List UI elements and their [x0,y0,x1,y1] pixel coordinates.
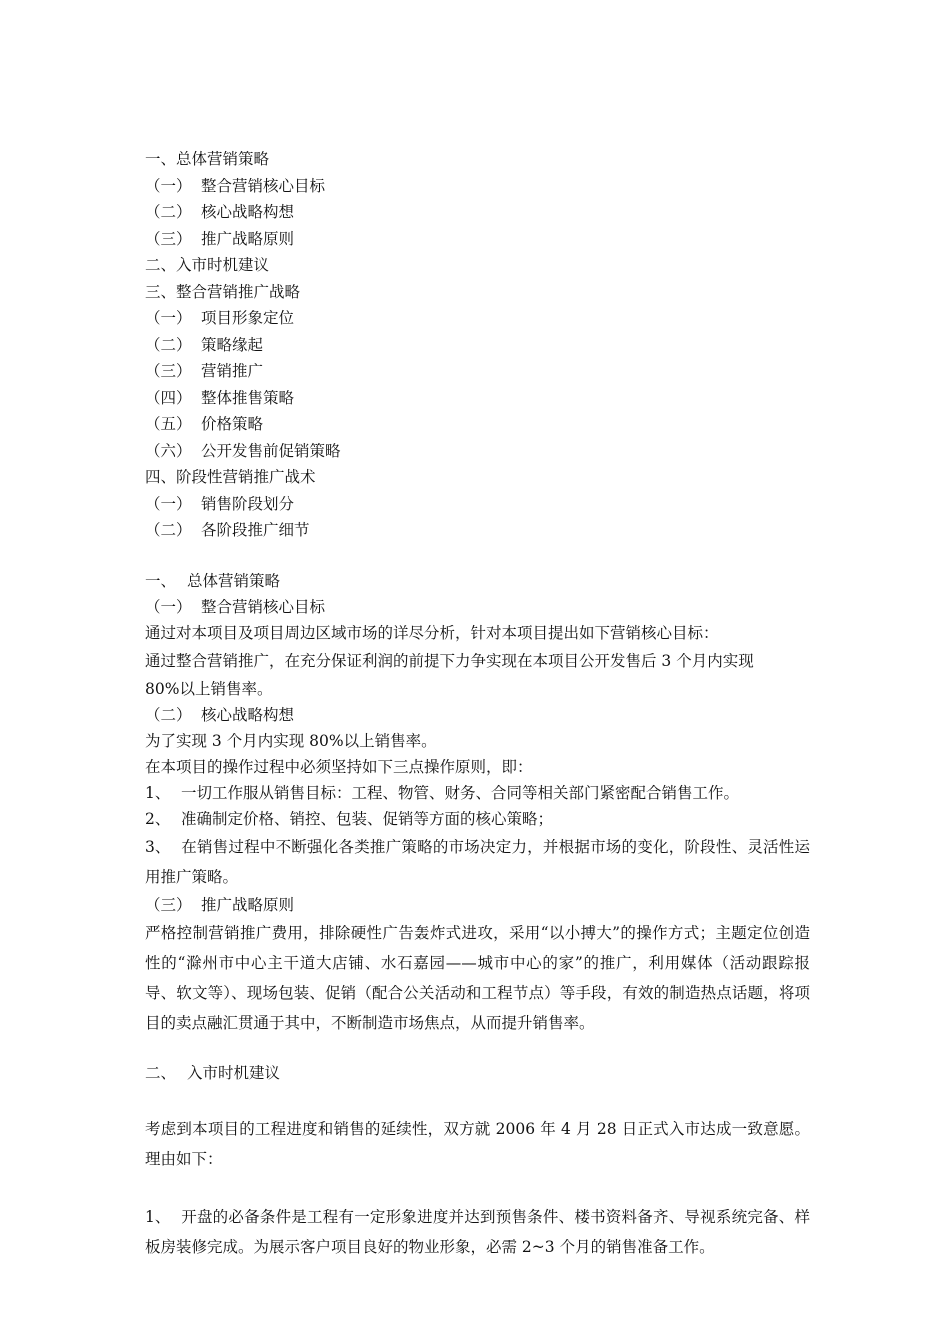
paragraph: 为了实现 3 个月内实现 80%以上销售率。 [145,732,437,750]
list-item: 2、 准确制定价格、销控、包装、促销等方面的核心策略； [145,810,554,828]
paragraph: 通过对本项目及项目周边区域市场的详尽分析，针对本项目提出如下营销核心目标： [145,624,719,642]
toc-item: 二、入市时机建议 [145,256,270,274]
toc-item: （一） 销售阶段划分 [145,494,295,513]
toc-item: （四） 整体推售策略 [145,388,295,407]
toc-item: （二） 核心战略构想 [145,203,295,221]
paragraph-line: 通过整合营销推广，在充分保证利润的前提下力争实现在本项目公开发售后 3 个月内实现 [145,652,754,670]
section-heading: 二、 入市时机建议 [145,1064,281,1082]
subsection-heading: （一） 整合营销核心目标 [145,598,326,616]
list-item: 1、 开盘的必备条件是工程有一定形象进度并达到预售条件、楼书资料备齐、导视系统完备、样板房装修完成。为展示客户项目良好的物业形象，必需 2~3 个月的销售准备工作。 [145,1208,810,1256]
subsection-heading: （三） 推广战略原则 [145,896,295,914]
document-body [145,568,810,1262]
toc-item: （一） 项目形象定位 [145,309,295,327]
paragraph: 严格控制营销推广费用，排除硬性广告轰炸式进攻，采用“以小搏大”的操作方式；主题定位创造性的“滁州市中心主干道大店铺、水石嘉园——城市中心的家”的推广，利用媒体（活动跟踪报导、软文等）、现场包装、促销（配合公关活动和工程节点）等手段，有效的制造热点话题，将项目的卖点融汇贯通于其中，不断制造市场焦点，从而提升销售率。 [145,924,810,1032]
toc-item: （五） 价格策略 [145,415,264,433]
paragraph-line: 80%以上销售率。 [145,680,273,698]
toc-item: 四、阶段性营销推广战术 [145,468,316,486]
table-of-contents [145,146,825,544]
toc-item: （二） 各阶段推广细节 [145,521,310,539]
section-heading: 一、 总体营销策略 [145,572,281,590]
list-item: 3、 在销售过程中不断强化各类推广策略的市场决定力，并根据市场的变化，阶段性、灵活性运用推广策略。 [145,838,810,886]
toc-item: 三、整合营销推广战略 [145,282,301,301]
toc-item: （六） 公开发售前促销策略 [145,441,341,460]
toc-item: 一、总体营销策略 [145,150,270,168]
subsection-heading: （二） 核心战略构想 [145,706,295,724]
toc-item: （三） 推广战略原则 [145,229,295,248]
toc-item: （二） 策略缘起 [145,335,264,354]
list-item: 1、 一切工作服从销售目标：工程、物管、财务、合同等相关部门紧密配合销售工作。 [145,784,740,802]
toc-item: （三） 营销推广 [145,362,264,380]
paragraph: 在本项目的操作过程中必须坚持如下三点操作原则，即： [145,758,533,776]
paragraph: 考虑到本项目的工程进度和销售的延续性，双方就 2006 年 4 月 28 日正式入市达成一致意愿。理由如下： [145,1120,810,1168]
toc-item: （一） 整合营销核心目标 [145,176,326,195]
